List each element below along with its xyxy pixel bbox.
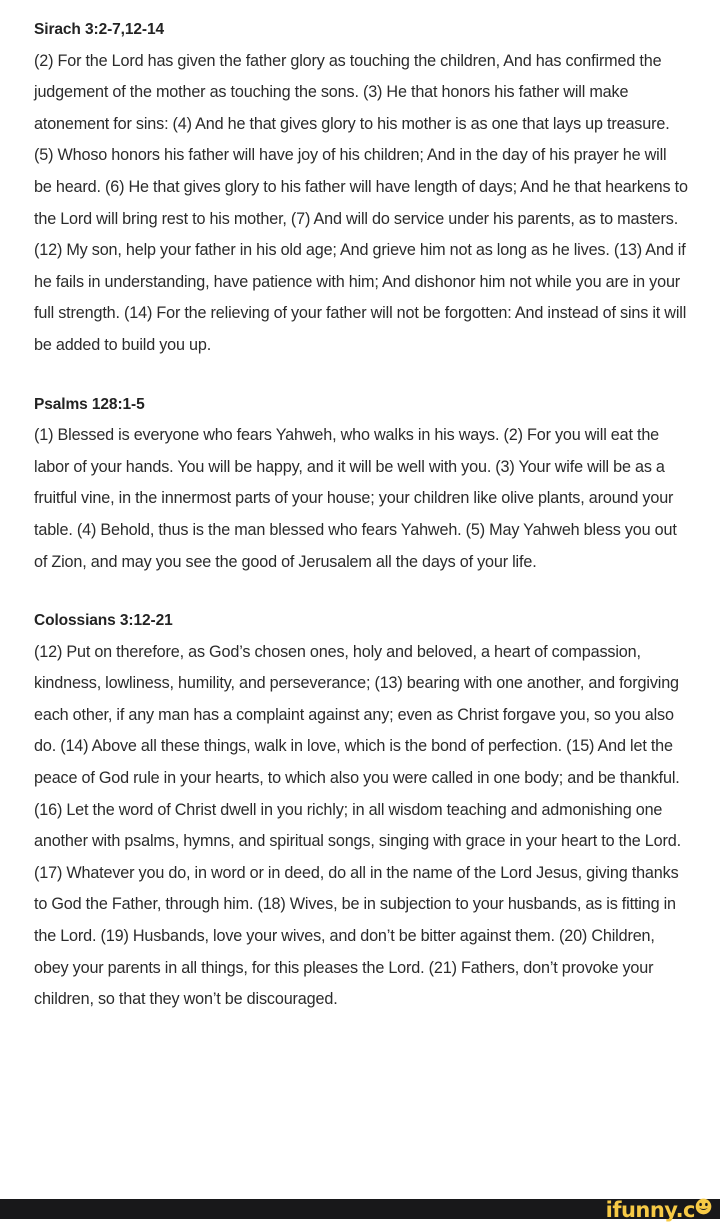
passage-text: (12) Put on therefore, as God’s chosen ones, holy and beloved, a heart of compassion, kindness, lowliness, humility, and perseverance; (13) bearing with one another, and forgiving each other, if any man has a complaint against any; even as Christ forgave you, so you also do. (14) Above all these things, walk in love, which is the bond of perfection. (15) And let the peace of God rule in your hearts, to which also you were called in one body; and be thankful. (16) Let the word of Christ dwell in you richly; in all wisdom teaching and admonishing one another with psalms, hymns, and spiritual songs, singing with grace in your heart to the Lord. (17) Whatever you do, in word or in deed, do all in the name of the Lord Jesus, giving thanks to God the Father, through him. (18) Wives, be in subjection to your husbands, as is fitting in the Lord. (19) Husbands, love your wives, and don’t be bitter against them. (20) Children, obey your parents in all things, for this pleases the Lord. (21) Fathers, don’t provoke your children, so that they won’t be discouraged. xyxy=(34,642,681,1009)
watermark-label: ifunny.c xyxy=(605,1198,695,1222)
ifunny-watermark xyxy=(606,1197,712,1221)
passage-reference: Colossians 3:12-21 xyxy=(34,612,173,630)
passage-reference: Psalms 128:1-5 xyxy=(34,395,145,413)
passage-block xyxy=(34,605,688,1016)
passage-text: (1) Blessed is everyone who fears Yahweh, who walks in his ways. (2) For you will eat the labor of your hands. You will be happy, and it will be well with you. (3) Your wife will be as a fruitful vine, in the innermost parts of your house; your children like olive plants, around your table. (4) Behold, thus is the man blessed who fears Yahweh. (5) May Yahweh bless you out of Zion, and may you see the good of Jerusalem all the days of your life. xyxy=(34,426,677,571)
smiley-face-icon xyxy=(695,1198,712,1220)
passage-block xyxy=(34,14,688,362)
scripture-content xyxy=(34,14,688,1016)
passage-reference: Sirach 3:2-7,12-14 xyxy=(34,21,165,38)
passage-text: (2) For the Lord has given the father glory as touching the children, And has confirmed the judgement of the mother as touching the sons. (3) He that honors his father will make atonement for sins: (4) And he that gives glory to his mother is as one that lays up treasure. (5) Whoso honors his father will have joy of his children; And in the day of his prayer he will be heard. (6) He that gives glory to his father will have length of days; And he that hearkens to the Lord will bring rest to his mother, (7) And will do service under his parents, as to masters. (12) My son, help your father in his old age; And grieve him not as long as he lives. (13) And if he fails in understanding, have patience with him; And dishonor him not while you are in your full strength. (14) For the relieving of your father will not be forgotten: And instead of sins it will be added to build you up. xyxy=(34,51,688,354)
passage-block xyxy=(34,389,688,579)
watermark-bar xyxy=(0,1198,720,1222)
